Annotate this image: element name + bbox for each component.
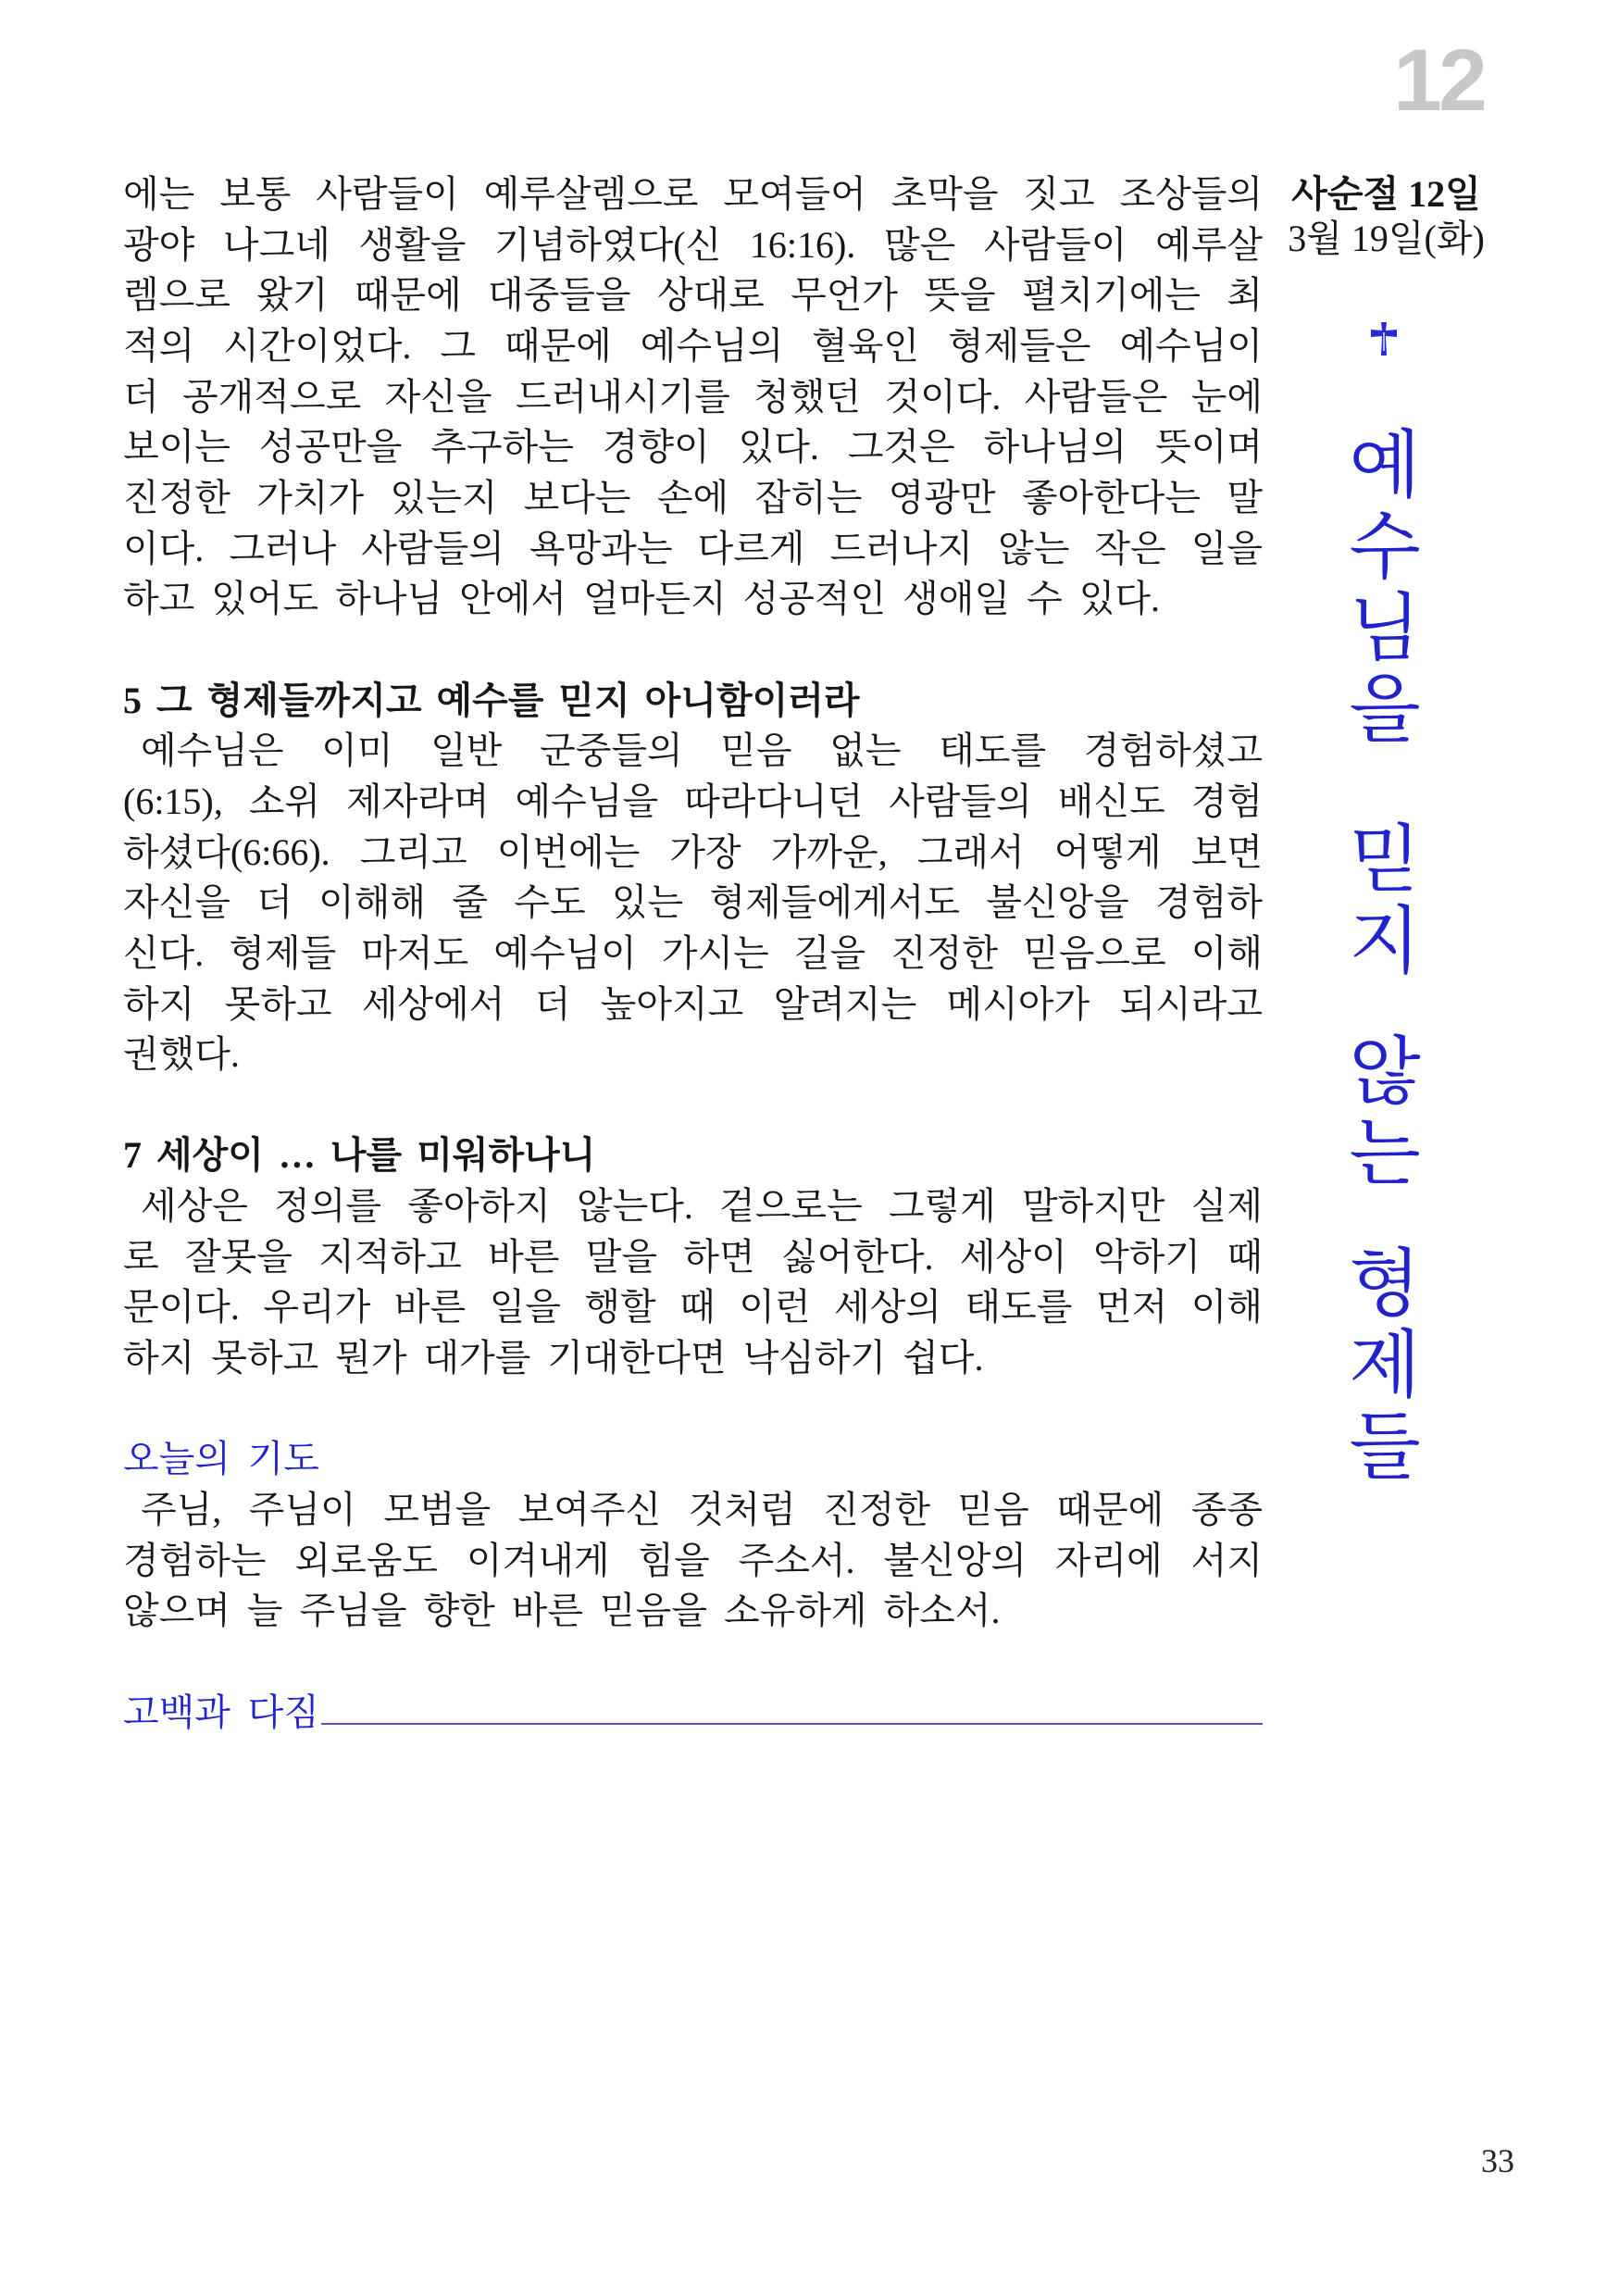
- verse-7-heading: 7 세상이 … 나를 미워하나니: [123, 1134, 596, 1177]
- body-line: 않으며 늘 주님을 향한 바른 믿음을 소유하게 하소서.: [123, 1590, 1001, 1632]
- body-line: 하지 못하고 세상에서 더 높아지고 알려지는 메시아가 되시라고: [123, 982, 1263, 1025]
- body-text: [123, 169, 1263, 1738]
- body-line: 예수님은 이미 일반 군중들의 믿음 없는 태도를 경험하셨고: [141, 730, 1263, 772]
- body-line: 보이는 성공만을 추구하는 경향이 있다. 그것은 하나님의 뜻이며: [123, 426, 1263, 468]
- body-line: 이다. 그러나 사람들의 욕망과는 다르게 드러나지 않는 작은 일을: [123, 527, 1263, 569]
- chapter-number: 12: [1393, 31, 1484, 130]
- body-line: 더 공개적으로 자신을 드러내시기를 청했던 것이다. 사람들은 눈에: [123, 375, 1263, 418]
- title-word: 예수님을: [1349, 422, 1421, 753]
- commitment-row: [123, 1688, 1263, 1739]
- body-line: 로 잘못을 지적하고 바른 말을 하면 싫어한다. 세상이 악하기 때: [123, 1235, 1263, 1278]
- title-word: 믿지: [1349, 817, 1421, 984]
- body-line: (6:15), 소위 제자라며 예수님을 따라다니던 사람들의 배신도 경험: [123, 780, 1263, 822]
- body-line: 신다. 형제들 마저도 예수님이 가시는 길을 진정한 믿음으로 이해: [123, 931, 1263, 974]
- body-line: 하고 있어도 하나님 안에서 얼마든지 성공적인 생애일 수 있다.: [123, 578, 1160, 620]
- body-line: 주님, 주님이 모범을 보여주신 것처럼 진정한 믿음 때문에 종종: [141, 1489, 1263, 1531]
- date-label: 3월 19일(화): [1288, 218, 1485, 259]
- prayer-heading: 오늘의 기도: [123, 1438, 319, 1481]
- page-number: 33: [1481, 2142, 1514, 2179]
- verse-5-section: [123, 676, 1263, 1080]
- sidebar: [1277, 172, 1495, 261]
- body-line: 권했다.: [123, 1033, 240, 1076]
- body-line: 자신을 더 이해해 줄 수도 있는 형제들에게서도 불신앙을 경험하: [123, 881, 1263, 924]
- title-word: 형제들: [1349, 1241, 1421, 1490]
- body-line: 세상은 정의를 좋아하지 않는다. 겉으로는 그렇게 말하지만 실제: [141, 1185, 1263, 1228]
- verse-5-heading: 5 그 형제들까지고 예수를 믿지 아니함이러라: [123, 679, 860, 721]
- body-line: 렘으로 왔기 때문에 대중들을 상대로 무언가 뜻을 펼치기에는 최: [123, 274, 1263, 317]
- cross-icon: [1371, 322, 1397, 356]
- prayer-section: [123, 1434, 1263, 1637]
- body-line: 하셨다(6:66). 그리고 이번에는 가장 가까운, 그래서 어떻게 보면: [123, 830, 1263, 873]
- commitment-write-line: [321, 1723, 1263, 1725]
- body-line: 광야 나그네 생활을 기념하였다(신 16:16). 많은 사람들이 예루살: [123, 223, 1263, 266]
- intro-paragraph: [123, 169, 1263, 625]
- body-line: 문이다. 우리가 바른 일을 행할 때 이런 세상의 태도를 먼저 이해: [123, 1286, 1263, 1329]
- body-line: 진정한 가치가 있는지 보다는 손에 잡히는 영광만 좋아한다는 말: [123, 476, 1263, 518]
- verse-7-section: [123, 1130, 1263, 1383]
- vertical-title: [1339, 422, 1431, 1490]
- commitment-label: 고백과 다짐: [123, 1691, 319, 1734]
- season-day: 사순절 12일: [1291, 173, 1481, 215]
- body-line: 적의 시간이었다. 그 때문에 예수님의 혈육인 형제들은 예수님이: [123, 324, 1263, 367]
- body-line: 하지 못하고 뭔가 대가를 기대한다면 낙심하기 쉽다.: [123, 1337, 984, 1379]
- body-line: 에는 보통 사람들이 예루살렘으로 모여들어 초막을 짓고 조상들의: [123, 173, 1263, 215]
- body-line: 경험하는 외로움도 이겨내게 힘을 주소서. 불신앙의 자리에 서지: [123, 1539, 1263, 1581]
- title-word: 않는: [1349, 1029, 1421, 1196]
